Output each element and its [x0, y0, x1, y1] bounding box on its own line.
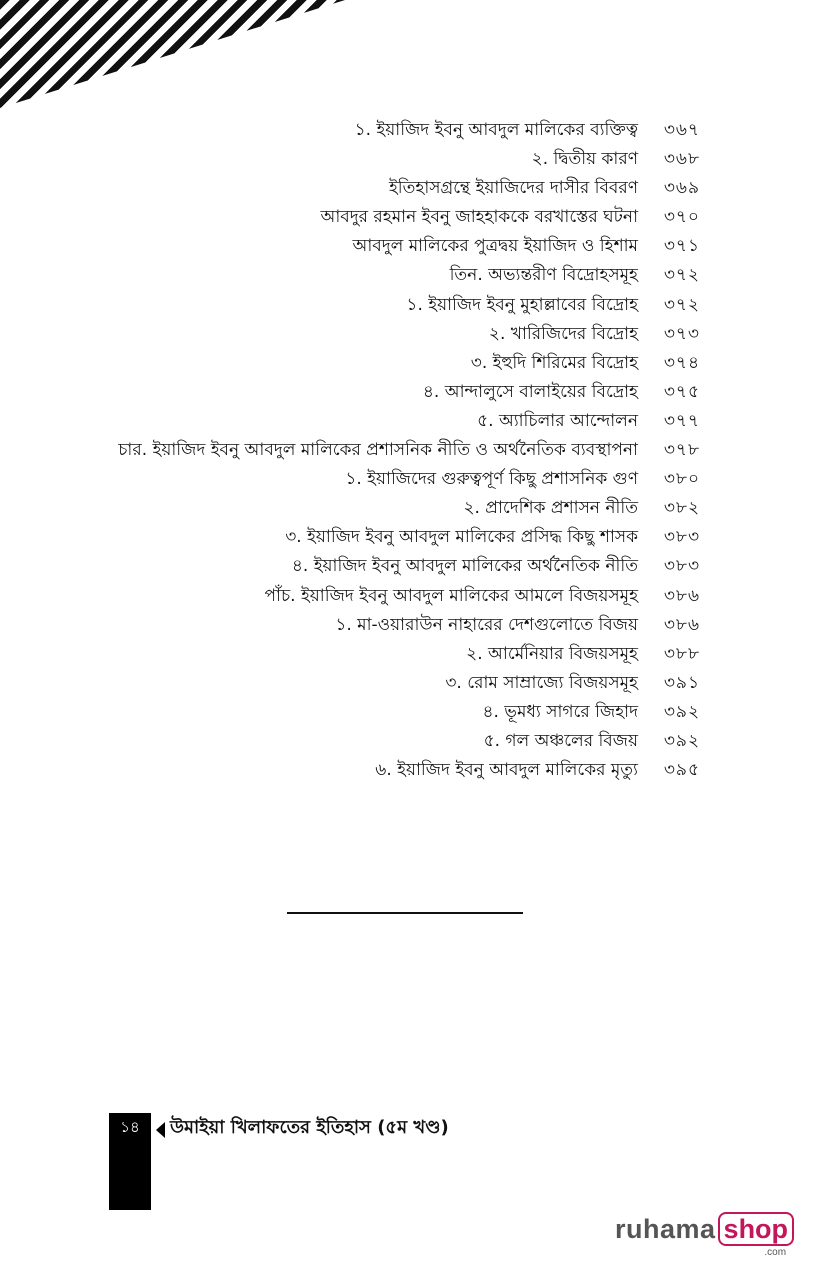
arrow-left-icon	[156, 1122, 165, 1138]
toc-entry[interactable]	[40, 756, 700, 785]
toc-page: ৩৯২	[663, 701, 700, 722]
toc-entry[interactable]	[40, 232, 700, 261]
watermark-logo	[615, 1212, 794, 1258]
toc-title: ৪. ইয়াজিদ ইবনু আবদুল মালিকের অর্থনৈতিক নীতি	[291, 556, 638, 577]
page-number: ১৪	[120, 1118, 140, 1136]
toc-page: ৩৭৪	[663, 352, 700, 373]
toc-title: ১. ইয়াজিদ ইবনু আবদুল মালিকের ব্যক্তিত্ব	[354, 120, 638, 140]
toc-page: ৩৭৩	[663, 323, 700, 344]
toc-title: ৪. আন্দালুসে বালাইয়ের বিদ্রোহ	[422, 381, 638, 402]
toc-title: ১. ইয়াজিদ ইবনু মুহাল্লাবের বিদ্রোহ	[406, 294, 638, 315]
toc-title: ৫. গল অঞ্চলের বিজয়	[483, 730, 638, 751]
toc-page: ৩৭১	[663, 236, 700, 257]
toc-title: ২. আর্মেনিয়ার বিজয়সমূহ	[466, 643, 638, 664]
toc-title: ৩. ইহুদি শিরিমের বিদ্রোহ	[470, 352, 638, 373]
toc-entry[interactable]	[40, 203, 700, 232]
toc-title: ৫. অ্যাচিলার আন্দোলন	[477, 410, 638, 431]
toc-entry[interactable]	[40, 727, 700, 756]
toc-page: ৩৮৩	[663, 556, 700, 577]
toc-entry[interactable]	[40, 523, 700, 552]
toc-page: ৩৭৫	[663, 381, 700, 402]
toc-entry[interactable]	[40, 320, 700, 349]
toc-page: ৩৭২	[663, 294, 700, 315]
toc-page: ৩৭৮	[663, 440, 700, 461]
corner-stripes-decoration	[0, 0, 345, 108]
toc-page: ৩৬৮	[663, 149, 700, 170]
toc-title: ইতিহাসগ্রন্থে ইয়াজিদের দাসীর বিবরণ	[388, 178, 638, 199]
toc-entry[interactable]	[40, 407, 700, 436]
toc-page: ৩৭০	[663, 207, 700, 228]
toc-page: ৩৭২	[663, 265, 700, 286]
toc-entry[interactable]	[40, 261, 700, 290]
toc-page: ৩৯৫	[663, 760, 700, 781]
logo-sub-text: .com	[764, 1247, 787, 1258]
toc-title: আবদুর রহমান ইবনু জাহহাককে বরখাস্তের ঘটনা	[320, 207, 638, 228]
toc-entry[interactable]	[40, 145, 700, 174]
toc-title: ২. প্রাদেশিক প্রশাসন নীতি	[463, 498, 638, 519]
toc-entry[interactable]	[40, 174, 700, 203]
logo-main-text: ruhama	[615, 1213, 716, 1244]
page-number-tab	[109, 1113, 151, 1210]
toc-page: ৩৮৬	[663, 614, 700, 635]
section-divider	[287, 912, 523, 914]
toc-title: ২. খারিজিদের বিদ্রোহ	[488, 323, 638, 344]
toc-page: ৩৬৯	[663, 178, 700, 199]
toc-entry[interactable]	[40, 582, 700, 611]
toc-entry[interactable]	[40, 378, 700, 407]
toc-page: ৩৯২	[663, 730, 700, 751]
toc-page: ৩৮৮	[663, 643, 700, 664]
toc-title: ৩. রোম সাম্রাজ্যে বিজয়সমূহ	[445, 672, 638, 693]
toc-entry[interactable]	[40, 349, 700, 378]
toc-entry[interactable]	[40, 669, 700, 698]
toc-page: ৩৯১	[663, 672, 700, 693]
table-of-contents	[40, 116, 700, 785]
logo-box-text: shop	[723, 1214, 789, 1244]
toc-title: ২. দ্বিতীয় কারণ	[531, 149, 638, 170]
toc-entry[interactable]	[40, 698, 700, 727]
toc-title: আবদুল মালিকের পুত্রদ্বয় ইয়াজিদ ও হিশাম	[352, 236, 638, 257]
toc-entry[interactable]	[40, 465, 700, 494]
toc-page: ৩৮০	[663, 469, 700, 490]
toc-entry[interactable]	[40, 116, 700, 145]
toc-page: ৩৬৭	[663, 120, 700, 140]
toc-title: ৩. ইয়াজিদ ইবনু আবদুল মালিকের প্রসিদ্ধ কিছু শাসক	[285, 527, 638, 548]
toc-title: ৬. ইয়াজিদ ইবনু আবদুল মালিকের মৃত্যু	[375, 760, 638, 781]
toc-page: ৩৮৩	[663, 527, 700, 548]
toc-entry[interactable]	[40, 552, 700, 581]
book-title: উমাইয়া খিলাফতের ইতিহাস (৫ম খণ্ড)	[170, 1117, 449, 1138]
toc-title: পাঁচ. ইয়াজিদ ইবনু আবদুল মালিকের আমলে বিজয়সমূহ	[264, 585, 638, 606]
toc-entry[interactable]	[40, 494, 700, 523]
toc-title: ১. মা-ওয়ারাউন নাহারের দেশগুলোতে বিজয়	[335, 614, 638, 635]
toc-title: তিন. অভ্যন্তরীণ বিদ্রোহসমূহ	[449, 265, 638, 286]
toc-title: ৪. ভূমধ্য সাগরে জিহাদ	[482, 701, 638, 722]
toc-title: ১. ইয়াজিদের গুরুত্বপূর্ণ কিছু প্রশাসনিক গুণ	[345, 469, 638, 490]
toc-entry[interactable]	[40, 436, 700, 465]
toc-page: ৩৮২	[663, 498, 700, 519]
toc-page: ৩৮৬	[663, 585, 700, 606]
toc-entry[interactable]	[40, 291, 700, 320]
toc-page: ৩৭৭	[663, 410, 700, 431]
toc-title: চার. ইয়াজিদ ইবনু আবদুল মালিকের প্রশাসনিক নীতি ও অর্থনৈতিক ব্যবস্থাপনা	[118, 440, 638, 461]
toc-entry[interactable]	[40, 640, 700, 669]
toc-entry[interactable]	[40, 611, 700, 640]
logo-box	[718, 1212, 795, 1258]
